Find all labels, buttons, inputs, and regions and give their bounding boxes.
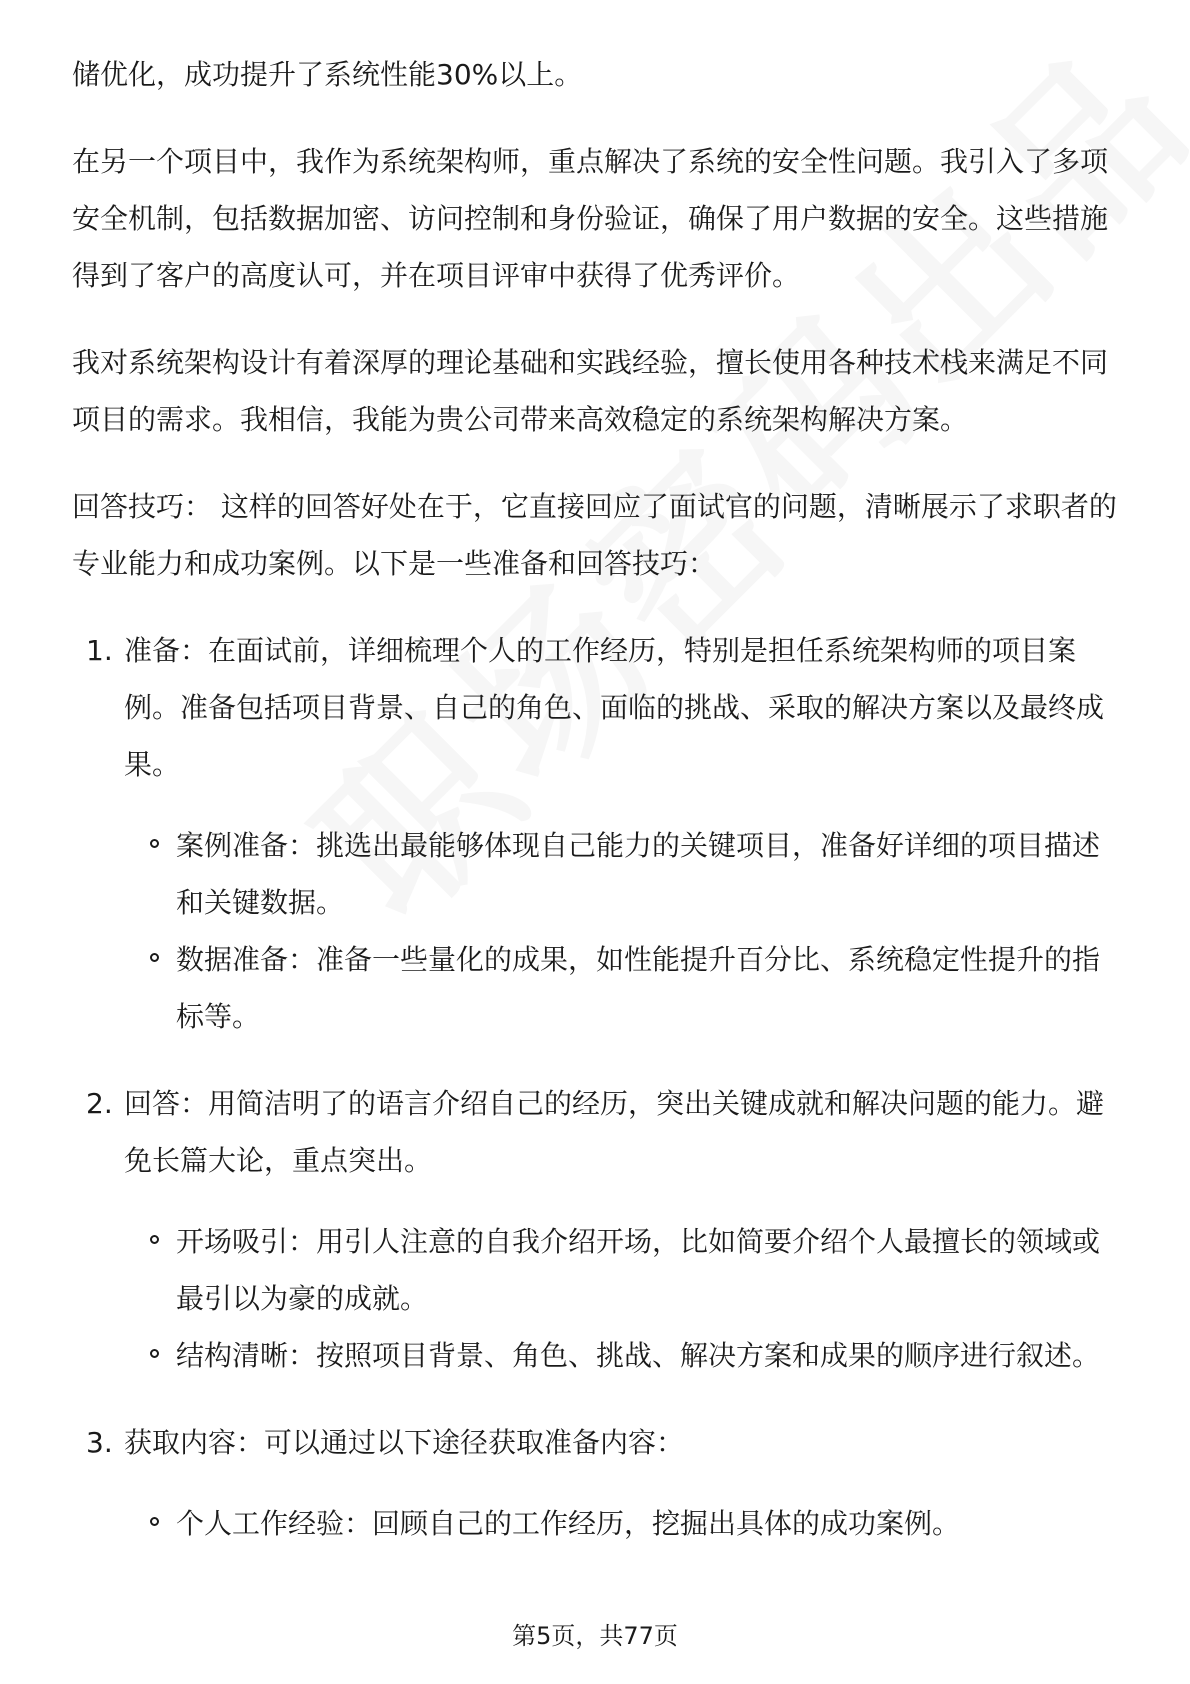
list-item-text: 获取内容：可以通过以下途径获取准备内容： bbox=[124, 1426, 685, 1459]
sub-list-item-text: 结构清晰：按照项目背景、角色、挑战、解决方案和成果的顺序进行叙述。 bbox=[176, 1339, 1101, 1372]
sub-list-item-text: 开场吸引：用引人注意的自我介绍开场，比如简要介绍个人最擅长的领域或最引以为豪的成就。 bbox=[176, 1225, 1101, 1315]
circle-bullet-icon bbox=[150, 953, 159, 962]
sub-list bbox=[124, 1495, 1122, 1552]
tips-list-item bbox=[72, 1075, 1122, 1384]
sub-list-item bbox=[124, 817, 1122, 931]
sub-list-item bbox=[124, 1495, 1122, 1552]
circle-bullet-icon bbox=[150, 1349, 159, 1358]
sub-list-item-text: 案例准备：挑选出最能够体现自己能力的关键项目，准备好详细的项目描述和关键数据。 bbox=[176, 829, 1101, 919]
circle-bullet-icon bbox=[150, 1517, 159, 1526]
list-number: 1. bbox=[86, 634, 113, 667]
circle-bullet-icon bbox=[150, 1235, 159, 1244]
sub-list-item bbox=[124, 931, 1122, 1045]
sub-list bbox=[124, 1213, 1122, 1384]
list-number: 2. bbox=[86, 1087, 113, 1120]
paragraph: 回答技巧： 这样的回答好处在于，它直接回应了面试官的问题，清晰展示了求职者的专业能力和成功案例。以下是一些准备和回答技巧： bbox=[72, 490, 1117, 580]
circle-bullet-icon bbox=[150, 839, 159, 848]
list-number: 3. bbox=[86, 1426, 113, 1459]
list-item-text: 回答：用简洁明了的语言介绍自己的经历，突出关键成就和解决问题的能力。避免长篇大论，重点突出。 bbox=[124, 1087, 1105, 1177]
sub-list-item bbox=[124, 1327, 1122, 1384]
sub-list-item-text: 个人工作经验：回顾自己的工作经历，挖掘出具体的成功案例。 bbox=[176, 1507, 961, 1540]
paragraph: 储优化，成功提升了系统性能30%以上。 bbox=[72, 58, 583, 91]
list-item-text: 准备：在面试前，详细梳理个人的工作经历，特别是担任系统架构师的项目案例。准备包括项目背景、自己的角色、面临的挑战、采取的解决方案以及最终成果。 bbox=[124, 634, 1105, 781]
paragraph: 我对系统架构设计有着深厚的理论基础和实践经验，擅长使用各种技术栈来满足不同项目的需求。我相信，我能为贵公司带来高效稳定的系统架构解决方案。 bbox=[72, 346, 1109, 436]
paragraph: 在另一个项目中，我作为系统架构师，重点解决了系统的安全性问题。我引入了多项安全机制，包括数据加密、访问控制和身份验证，确保了用户数据的安全。这些措施得到了客户的高度认可，并在项目评审中获得了优秀评价。 bbox=[72, 145, 1109, 292]
tips-list bbox=[72, 622, 1122, 1552]
page-footer: 第5页，共77页 bbox=[512, 1622, 678, 1650]
sub-list-item bbox=[124, 1213, 1122, 1327]
sub-list bbox=[124, 817, 1122, 1045]
tips-list-item bbox=[72, 622, 1122, 1045]
tips-list-item bbox=[72, 1414, 1122, 1552]
sub-list-item-text: 数据准备：准备一些量化的成果，如性能提升百分比、系统稳定性提升的指标等。 bbox=[176, 943, 1101, 1033]
page-content bbox=[72, 46, 1122, 1582]
